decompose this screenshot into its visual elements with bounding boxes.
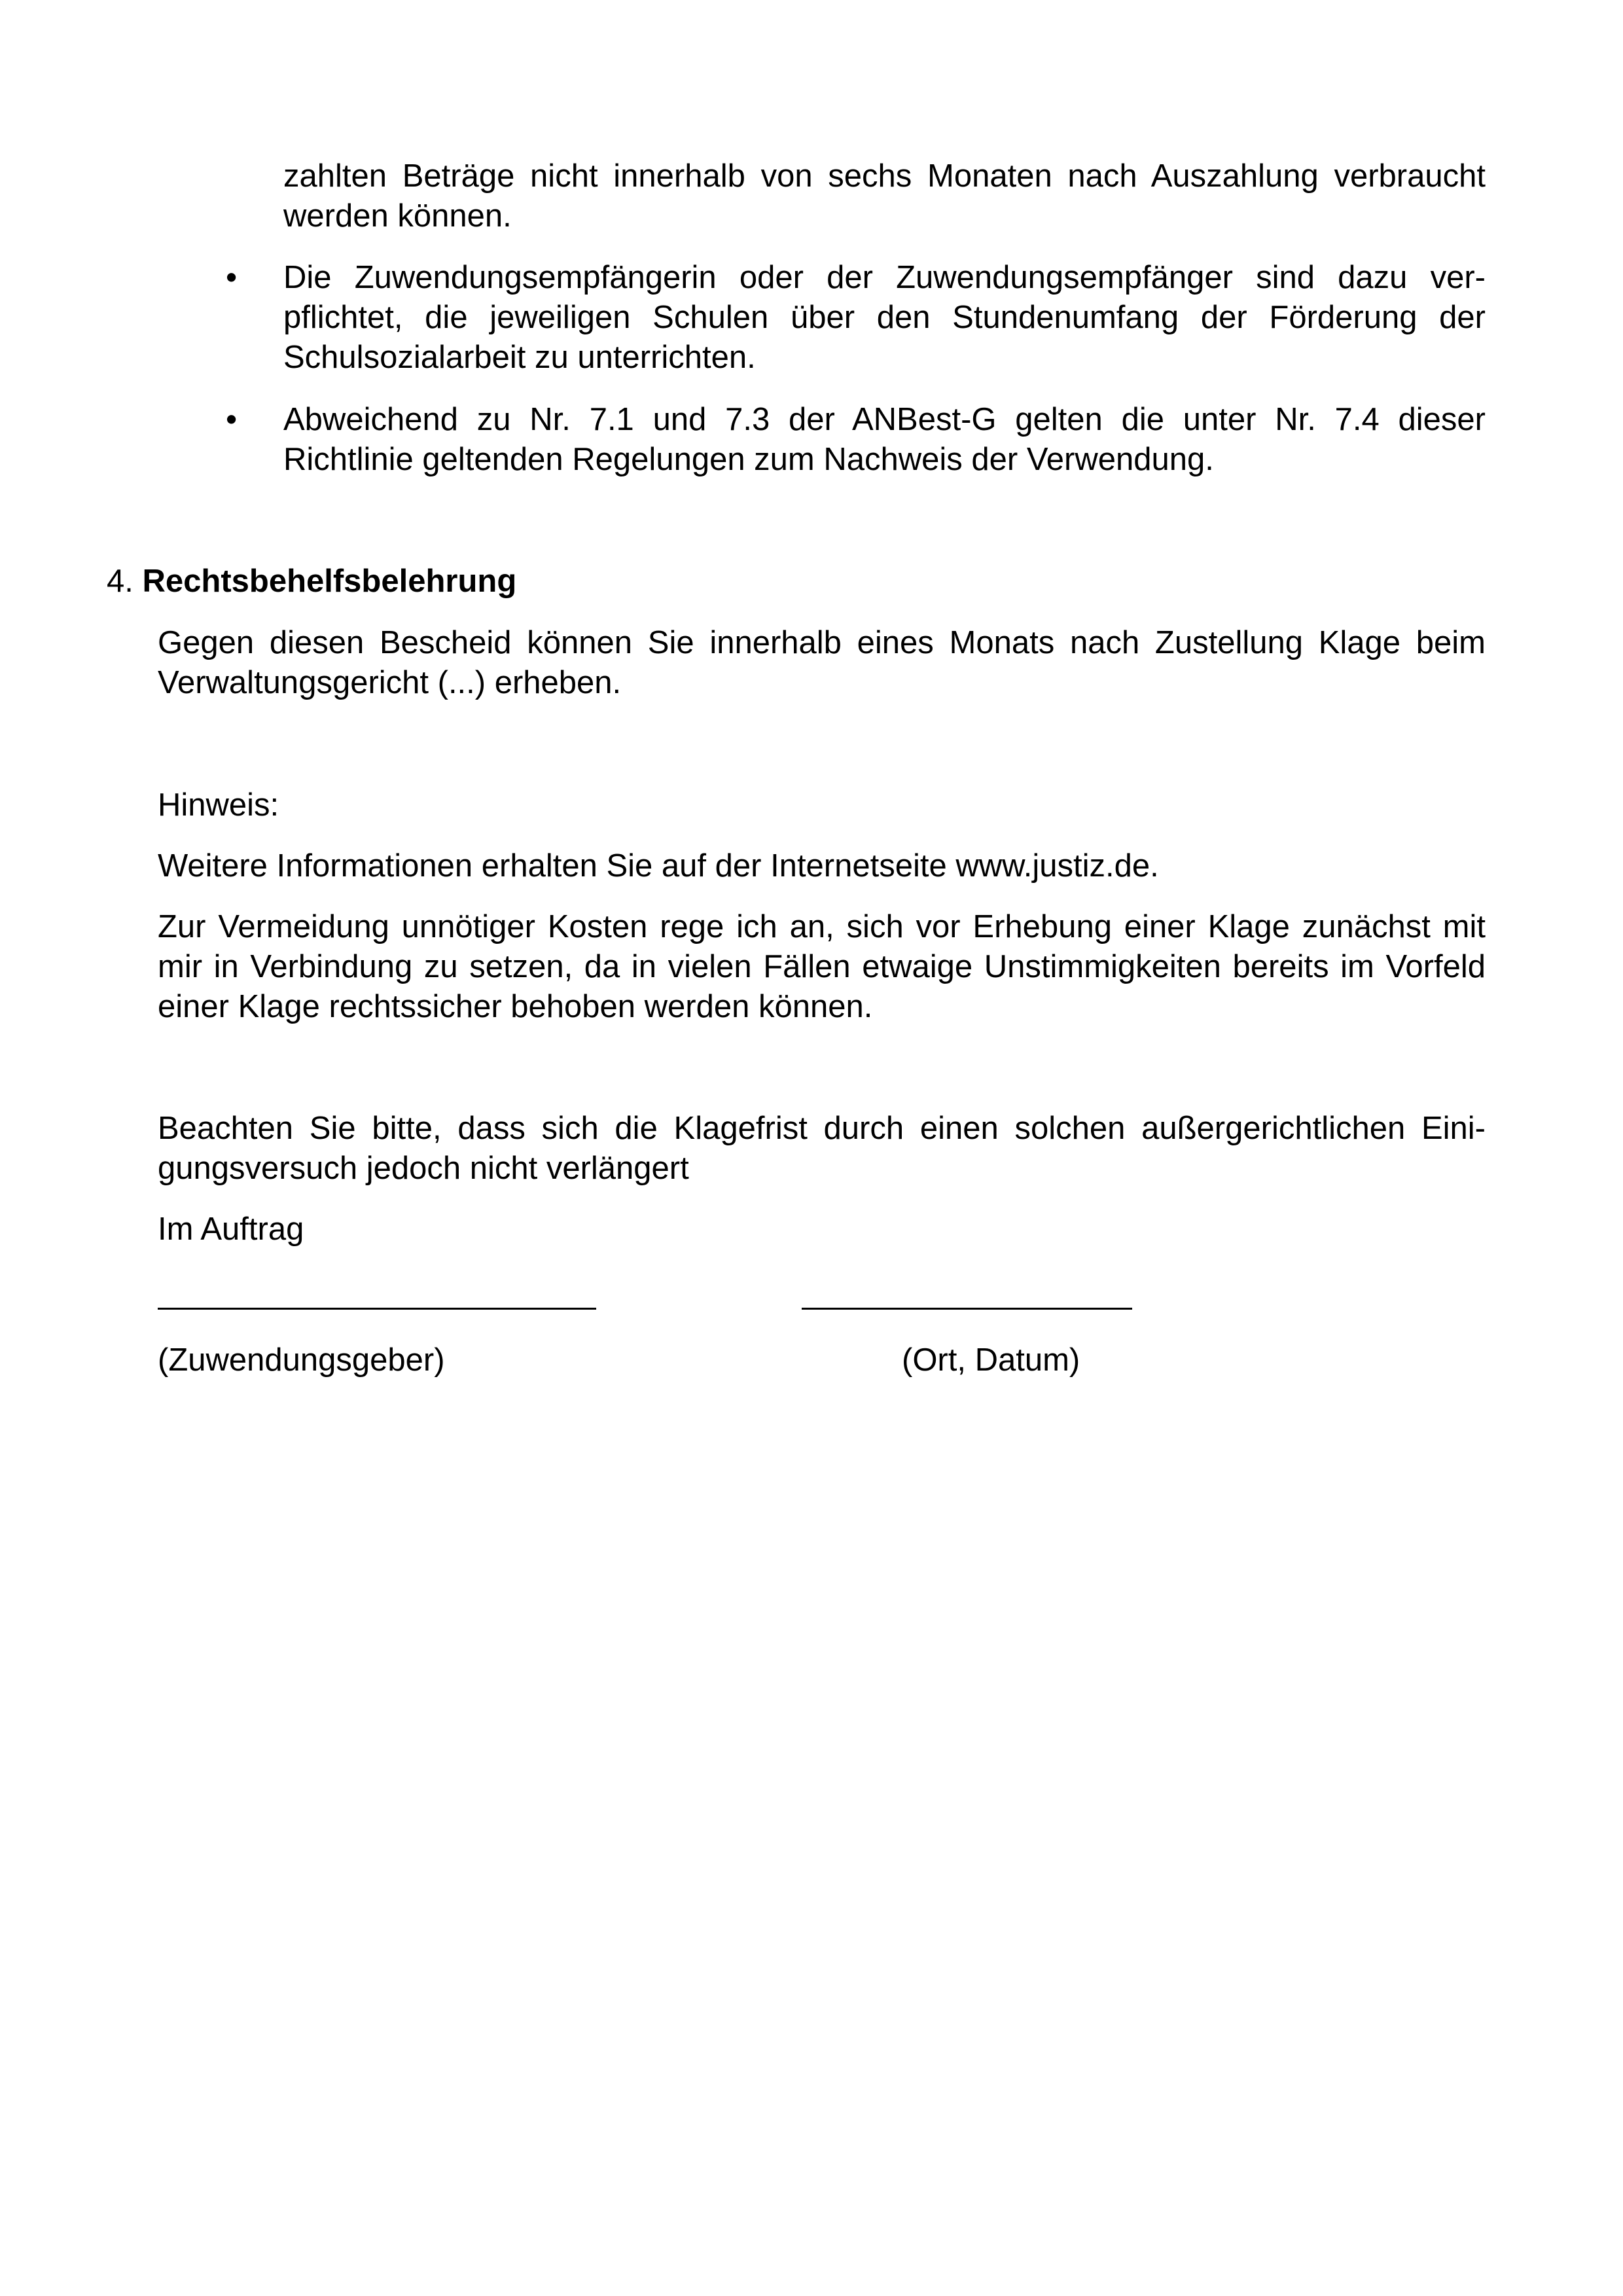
closing-text: Im Auftrag bbox=[158, 1211, 304, 1247]
hint-info: Weitere Informationen erhalten Sie auf der Internetseite www.justiz.de. bbox=[158, 848, 1159, 884]
section-title: Rechtsbehelfsbelehrung bbox=[142, 564, 517, 599]
section-number: 4. bbox=[107, 564, 134, 599]
hint-cost-advice: Zur Vermeidung unnötiger Kosten rege ich an, sich vor Erhebung einer Klage zunächst mit mir in Verbindung zu setzen, da in vielen Fällen etwaige Unstimmigkeiten bereits im Vorfeld einer Klage rechtssicher behoben werden können. bbox=[158, 909, 1486, 1024]
hint-label: Hinweis: bbox=[158, 787, 279, 823]
signature-label-left: (Zuwendungsgeber) bbox=[158, 1342, 445, 1378]
bullet-2-dot: • bbox=[226, 402, 238, 437]
continuation-line-2: werden können. bbox=[283, 198, 512, 234]
hint-deadline-note: Beachten Sie bitte, dass sich die Klagefrist durch einen solchen außergerichtlichen Einigungsversuch jedoch nicht verlängert bbox=[158, 1111, 1486, 1186]
section-body: Gegen diesen Bescheid können Sie innerhalb eines Monats nach Zustellung Klage beim Verwaltungsgericht (...) erheben. bbox=[158, 625, 1486, 700]
signature-line-right bbox=[802, 1308, 1132, 1310]
bullet-1-text: Die Zuwendungsempfängerin oder der Zuwendungsempfänger sind dazu verpflichtet, die jeweiligen Schulen über den Stundenumfang der Förderung der Schulsozialarbeit zu unterrichten. bbox=[283, 260, 1486, 375]
signature-line-left bbox=[158, 1308, 596, 1310]
signature-label-right: (Ort, Datum) bbox=[902, 1342, 1080, 1378]
bullet-2-text: Abweichend zu Nr. 7.1 und 7.3 der ANBest-G gelten die unter Nr. 7.4 dieser Richtlinie geltenden Regelungen zum Nachweis der Verwendung. bbox=[283, 402, 1486, 477]
section-heading bbox=[107, 562, 516, 601]
bullet-1-dot: • bbox=[226, 260, 238, 295]
continuation-line-1: zahlten Beträge nicht innerhalb von sechs Monaten nach Auszahlung verbraucht bbox=[283, 158, 1486, 194]
